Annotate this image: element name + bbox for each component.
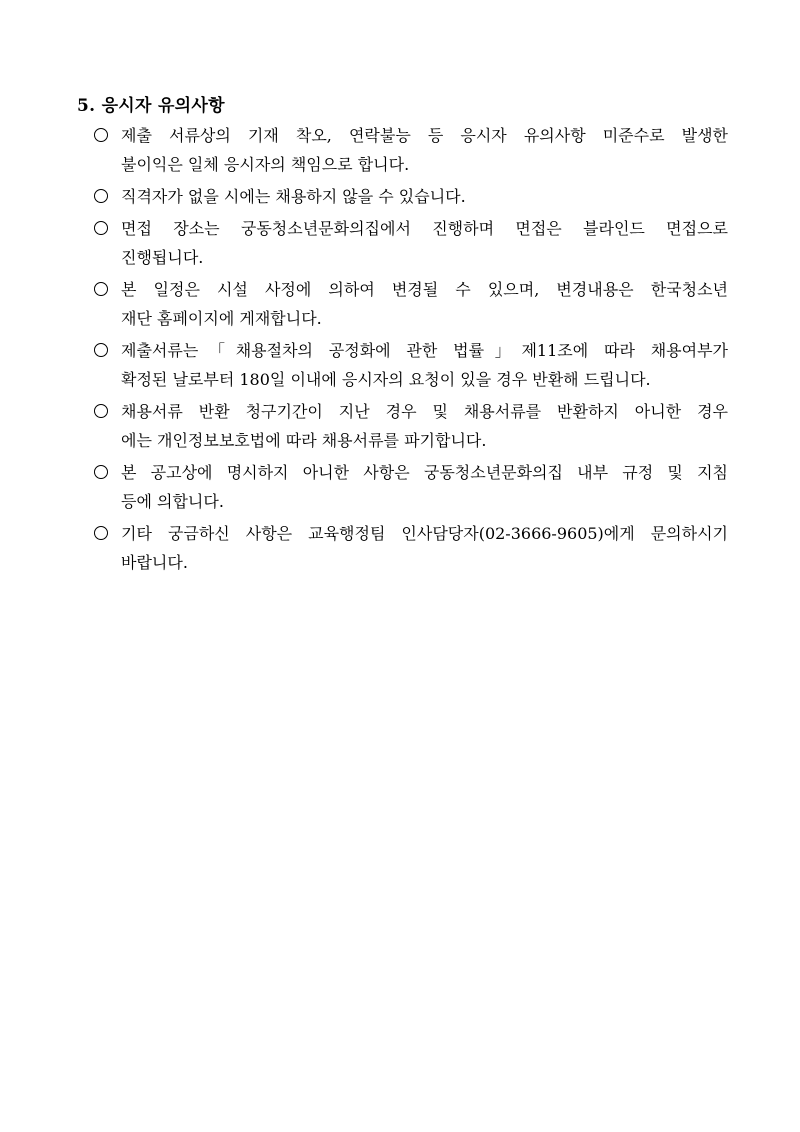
notice-text-line: 면접 장소는 궁동청소년문화의집에서 진행하며 면접은 블라인드 면접으로 bbox=[121, 219, 728, 238]
notice-text-line: 불이익은 일체 응시자의 책임으로 합니다. bbox=[121, 155, 410, 174]
notice-item bbox=[94, 121, 728, 179]
notice-text-line: 에는 개인정보보호법에 따라 채용서류를 파기합니다. bbox=[121, 431, 487, 450]
circle-bullet-icon bbox=[94, 465, 108, 479]
notice-text-line: 제출 서류상의 기재 착오, 연락불능 등 응시자 유의사항 미준수로 발생한 bbox=[121, 126, 728, 145]
notice-text-line: 직격자가 없을 시에는 채용하지 않을 수 있습니다. bbox=[121, 187, 466, 206]
notice-item bbox=[94, 275, 728, 333]
notice-list bbox=[94, 121, 728, 580]
notice-text-line: 등에 의합니다. bbox=[121, 492, 224, 511]
notice-item bbox=[94, 214, 728, 272]
notice-item bbox=[94, 519, 728, 577]
notice-text-line: 바랍니다. bbox=[121, 553, 188, 572]
notice-text-line: 확정된 날로부터 180일 이내에 응시자의 요청이 있을 경우 반환해 드립니다. bbox=[121, 370, 651, 389]
notice-item bbox=[94, 182, 728, 211]
notice-text-line: 진행됩니다. bbox=[121, 248, 204, 267]
notice-text-line: 본 일정은 시설 사정에 의하여 변경될 수 있으며, 변경내용은 한국청소년 bbox=[121, 280, 728, 299]
circle-bullet-icon bbox=[94, 343, 108, 357]
notice-text-line: 재단 홈페이지에 게재합니다. bbox=[121, 309, 322, 328]
notice-item bbox=[94, 397, 728, 455]
circle-bullet-icon bbox=[94, 128, 108, 142]
notice-text-line: 본 공고상에 명시하지 아니한 사항은 궁동청소년문화의집 내부 규정 및 지침 bbox=[121, 463, 728, 482]
circle-bullet-icon bbox=[94, 526, 108, 540]
section-title: 5. 응시자 유의사항 bbox=[77, 96, 225, 116]
notice-item bbox=[94, 336, 728, 394]
notice-item bbox=[94, 458, 728, 516]
circle-bullet-icon bbox=[94, 282, 108, 296]
circle-bullet-icon bbox=[94, 404, 108, 418]
notice-text-line: 제출서류는「채용절차의 공정화에 관한 법률」제11조에 따라 채용여부가 bbox=[121, 341, 728, 360]
notice-text-line: 채용서류 반환 청구기간이 지난 경우 및 채용서류를 반환하지 아니한 경우 bbox=[121, 402, 728, 421]
notice-text-line: 기타 궁금하신 사항은 교육행정팀 인사담당자(02-3666-9605)에게 문의하시기 bbox=[121, 524, 728, 543]
circle-bullet-icon bbox=[94, 189, 108, 203]
circle-bullet-icon bbox=[94, 221, 108, 235]
